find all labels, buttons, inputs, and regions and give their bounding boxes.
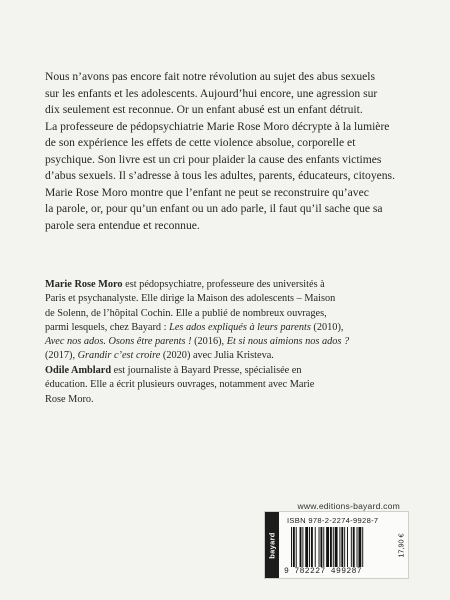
publisher-logo	[265, 512, 279, 578]
barcode-panel	[264, 511, 409, 579]
blurb-line: d’abus sexuels. Il s’adresse à tous les adultes, parents, éducateurs, citoyens.	[45, 169, 395, 182]
blurb-line: Nous n’avons pas encore fait notre révolution au sujet des abus sexuels	[45, 70, 376, 83]
author-bio-moro	[45, 278, 397, 364]
bio-text: (2017),	[45, 350, 78, 362]
book-title: Grandir c’est croire	[77, 350, 161, 362]
ean-digits: 9 782227 499287	[284, 567, 363, 576]
book-title: Avec nos ados. Osons être parents !	[45, 336, 192, 348]
publisher-website: www.editions-bayard.com	[297, 501, 400, 511]
price-tag	[394, 512, 408, 578]
blurb-line: sur les enfants et les adolescents. Aujourd’hui encore, une agression sur	[45, 86, 378, 100]
bio-text: parmi lesquels, chez Bayard :	[45, 321, 170, 333]
barcode-bars	[291, 527, 387, 567]
back-cover-blurb	[45, 69, 397, 234]
book-title: Les ados expliqués à leurs parents	[169, 321, 311, 333]
brand-label: bayard	[267, 531, 277, 559]
blurb-line: psychique. Son livre est un cri pour plaider la cause des enfants victimes	[45, 152, 382, 166]
blurb-line: de son expérience les effets de cette violence absolue, corporelle et	[45, 136, 356, 149]
bio-text: est pédopsychiatre, professeure des universités à	[122, 279, 325, 290]
bio-text: (2020) avec Julia Kristeva.	[160, 350, 274, 362]
author-bio-amblard	[45, 364, 397, 407]
bio-text: (2016),	[191, 336, 227, 348]
blurb-line: La professeure de pédopsychiatrie Marie Rose Moro décrypte à la lumière	[45, 119, 390, 133]
bio-text: est journaliste à Bayard Presse, spécialisée en	[111, 365, 302, 376]
author-name: Marie Rose Moro	[45, 279, 123, 290]
blurb-line: parole sera entendue et reconnue.	[45, 218, 200, 232]
blurb-line: la parole, or, pour qu’un enfant ou un ado parle, il faut qu’il sache que sa	[45, 202, 383, 215]
isbn-text: ISBN 978-2-2274-9928-7	[287, 516, 379, 525]
blurb-line: Marie Rose Moro montre que l’enfant ne peut se reconstruire qu’avec	[45, 185, 369, 199]
bio-text: éducation. Elle a écrit plusieurs ouvrages, notamment avec Marie	[45, 379, 315, 391]
book-title: Et si nous aimions nos ados ?	[226, 336, 350, 348]
bio-text: (2010),	[310, 321, 344, 333]
bio-text: Rose Moro.	[45, 393, 94, 405]
price-text: 17,90 €	[396, 533, 406, 557]
author-name: Odile Amblard	[45, 365, 112, 376]
blurb-line: dix seulement est reconnue. Or un enfant abusé est un enfant détruit.	[45, 103, 363, 116]
bio-text: de Solenn, de l’hôpital Cochin. Elle a publié de nombreux ouvrages,	[45, 307, 327, 319]
bio-text: Paris et psychanalyste. Elle dirige la Maison des adolescents – Maison	[45, 293, 336, 305]
